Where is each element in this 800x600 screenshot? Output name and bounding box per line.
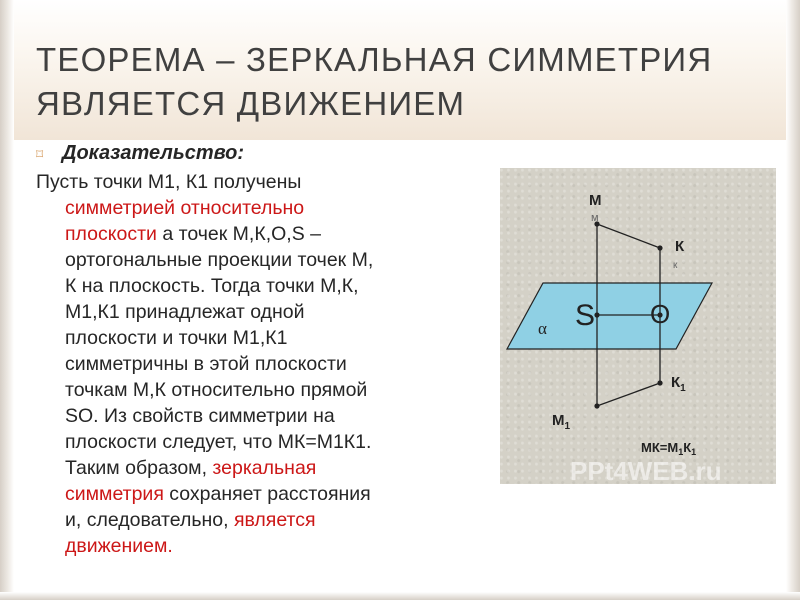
bullet-icon: ⌑ <box>36 145 44 162</box>
symmetry-diagram <box>500 168 776 484</box>
label-K1-subscript: 1 <box>680 383 686 394</box>
title-line-1: ТЕОРЕМА – ЗЕРКАЛЬНАЯ СИММЕТРИЯ <box>36 41 713 78</box>
para-line-15: движением. <box>65 535 173 557</box>
label-S: S <box>575 299 596 332</box>
label-M: М <box>589 192 602 209</box>
label-alpha: α <box>538 319 547 338</box>
caption-part-2: К <box>683 440 692 455</box>
para-line-9: точкам М,К относительно прямой <box>65 379 368 401</box>
segment-M1K1 <box>597 383 660 406</box>
label-M1 <box>552 412 571 432</box>
para-line-14-red: является <box>233 509 316 531</box>
para-line-3 <box>36 221 496 247</box>
para-line-6: М1,К1 принадлежат одной <box>65 301 305 323</box>
caption-sub-1: 1 <box>678 447 684 457</box>
para-line-2: симметрией относительно <box>65 197 305 219</box>
para-line-5: К на плоскость. Тогда точки М,К, <box>65 275 359 297</box>
para-line-12-red: зеркальная <box>212 457 317 479</box>
point-S <box>594 312 599 317</box>
caption-part-1: МК=М <box>641 440 679 455</box>
para-line-11: плоскости следует, что МК=М1К1. <box>65 431 372 453</box>
para-line-13-red: симметрия <box>65 483 164 505</box>
caption-sub-2: 1 <box>691 447 697 457</box>
symmetry-figure <box>500 168 776 484</box>
point-M1 <box>594 403 599 408</box>
label-M1-main: М <box>552 412 565 429</box>
para-line-3-red: плоскости <box>65 223 157 245</box>
para-line-4: ортогональные проекции точек М, <box>65 249 374 271</box>
label-M1-subscript: 1 <box>564 421 571 432</box>
proof-paragraph <box>36 169 496 559</box>
label-O: O <box>650 299 671 329</box>
segment-MK <box>597 224 660 248</box>
point-K1 <box>657 380 662 385</box>
plane-alpha <box>507 283 712 349</box>
label-K1-main: К <box>671 374 681 391</box>
para-line-12-text: Таким образом, <box>65 457 213 479</box>
slide-border-right <box>786 0 800 600</box>
para-line-10: SO. Из свойств симметрии на <box>65 405 335 427</box>
para-line-13 <box>36 481 496 507</box>
label-M-small: м <box>591 212 599 224</box>
para-line-8: симметричны в этой плоскости <box>65 353 347 375</box>
para-line-7: плоскости и точки М1,К1 <box>65 327 288 349</box>
point-K <box>657 245 662 250</box>
para-line-1: Пусть точки М1, К1 получены <box>36 171 302 193</box>
para-line-3-text: а точек М,К,О,S – <box>156 223 321 245</box>
label-K: К <box>675 238 685 255</box>
slide-border-bottom <box>0 592 800 600</box>
slide-title <box>36 38 776 126</box>
para-line-14-text: и, следовательно, <box>65 509 234 531</box>
watermark: PPt4WEB.ru <box>570 456 722 484</box>
slide-border-left <box>0 0 14 600</box>
proof-heading: Доказательство: <box>62 142 245 164</box>
para-line-13-text: сохраняет расстояния <box>163 483 371 505</box>
proof-heading-row <box>36 140 244 167</box>
title-line-2: ЯВЛЯЕТСЯ ДВИЖЕНИЕМ <box>36 85 466 122</box>
label-K-small: к <box>673 260 678 271</box>
label-K1 <box>671 374 686 394</box>
para-line-14 <box>36 507 496 533</box>
para-line-12 <box>36 455 496 481</box>
figure-caption <box>641 440 696 457</box>
